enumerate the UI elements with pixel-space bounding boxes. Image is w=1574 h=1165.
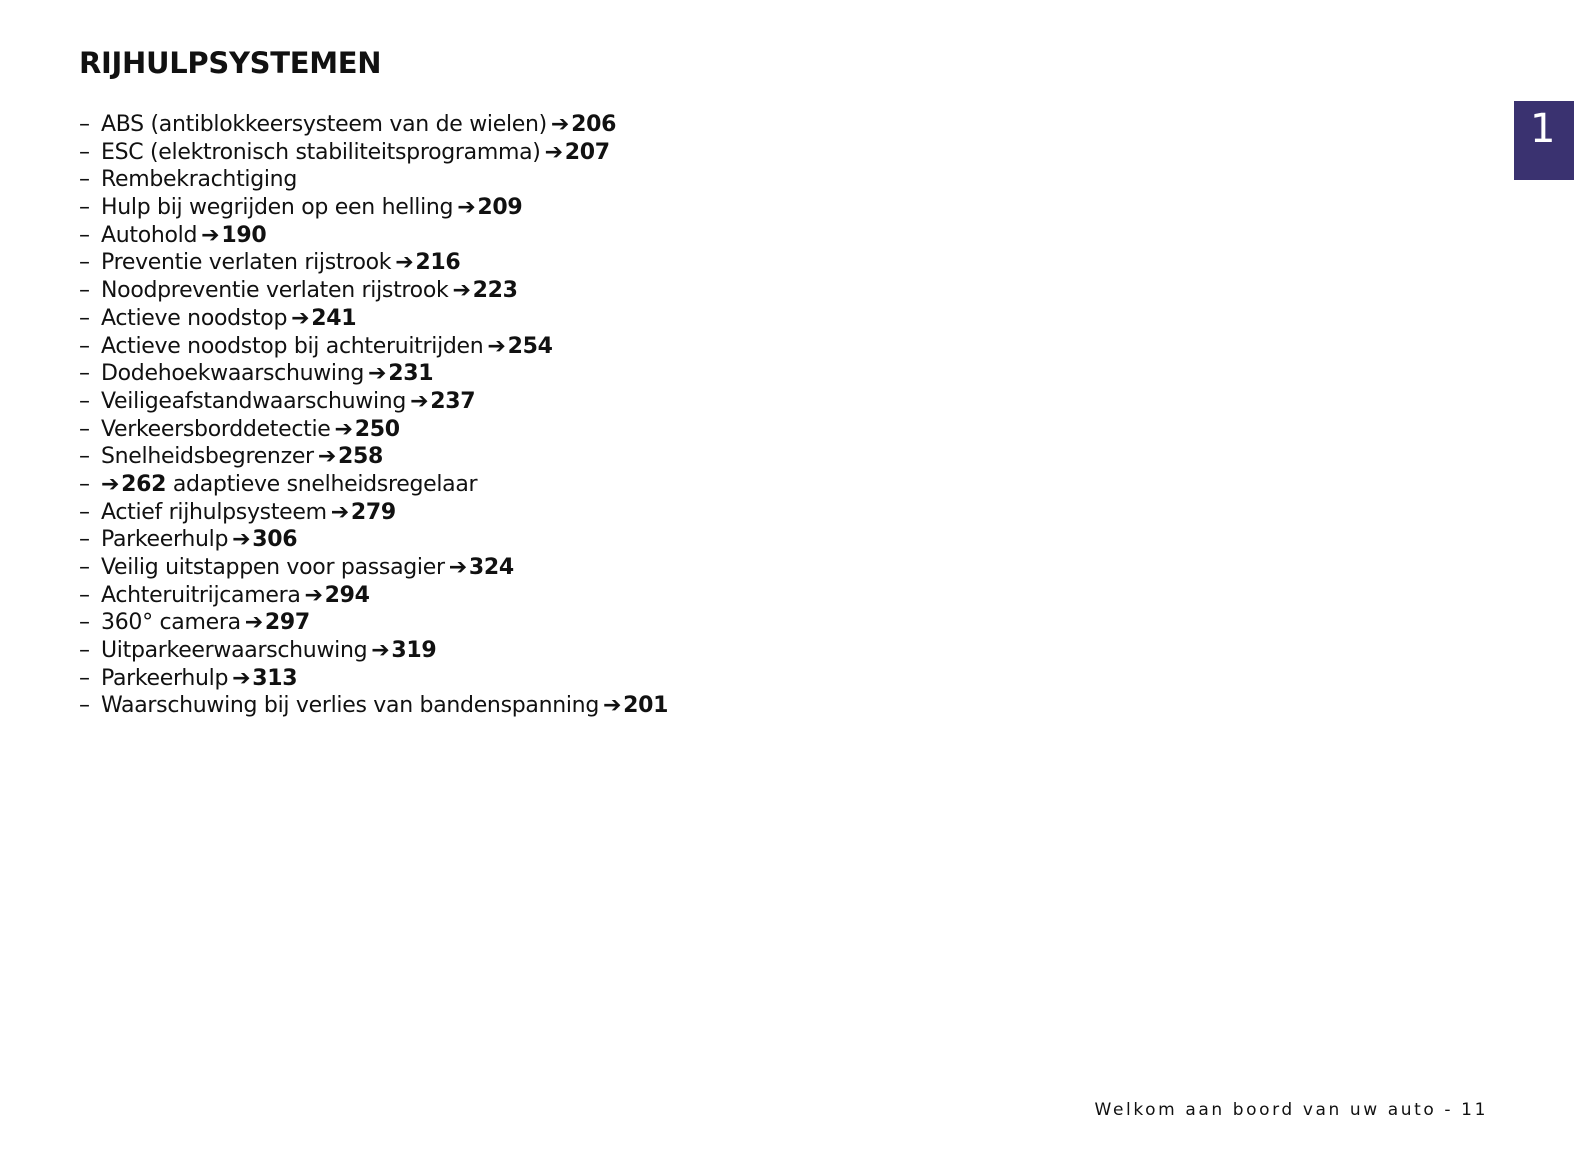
dash: –	[79, 139, 90, 165]
chapter-tab[interactable]: 1	[1514, 101, 1574, 180]
page-reference-link[interactable]: 279	[350, 499, 396, 525]
dash: –	[79, 693, 90, 719]
page-reference-link[interactable]: 206	[571, 112, 617, 137]
list-item	[79, 637, 668, 665]
item-label: Hulp bij wegrijden op een helling	[101, 195, 454, 221]
dash: –	[79, 333, 90, 359]
arrow-right-icon: ➔	[544, 139, 563, 165]
item-label: Snelheidsbegrenzer	[101, 444, 314, 470]
list-item	[79, 139, 668, 167]
item-label: 360° camera	[101, 610, 241, 636]
dash: –	[79, 112, 90, 137]
arrow-right-icon: ➔	[317, 444, 336, 470]
item-label: Waarschuwing bij verlies van bandenspanning	[101, 693, 599, 719]
list-item	[79, 111, 668, 139]
dash: –	[79, 638, 90, 664]
list-item	[79, 249, 668, 277]
list-item	[79, 554, 668, 582]
arrow-right-icon: ➔	[487, 333, 506, 359]
arrow-right-icon: ➔	[603, 693, 622, 719]
list-item	[79, 360, 668, 388]
item-label: ABS (antiblokkeersysteem van de wielen)	[101, 112, 547, 137]
item-label: Veiligeafstandwaarschuwing	[101, 388, 407, 414]
item-label: Parkeerhulp	[101, 527, 229, 553]
item-label: Achteruitrijcamera	[101, 582, 301, 608]
page-reference-link[interactable]: 231	[388, 361, 434, 387]
arrow-right-icon: ➔	[334, 416, 353, 442]
dash: –	[79, 250, 90, 276]
list-item	[79, 305, 668, 333]
list-item	[79, 277, 668, 305]
item-label: Uitparkeerwaarschuwing	[101, 638, 368, 664]
dash: –	[79, 471, 90, 497]
item-label: Preventie verlaten rijstrook	[101, 250, 392, 276]
arrow-right-icon: ➔	[448, 555, 467, 580]
page-reference-link[interactable]: 306	[252, 527, 298, 553]
dash: –	[79, 416, 90, 442]
dash: –	[79, 610, 90, 636]
driver-assist-list	[79, 111, 668, 720]
page-reference-link[interactable]: 207	[564, 139, 610, 165]
item-label: Dodehoekwaarschuwing	[101, 361, 365, 387]
item-label: Rembekrachtiging	[101, 167, 297, 193]
page-reference-link[interactable]: 209	[477, 195, 523, 221]
list-item	[79, 665, 668, 693]
arrow-right-icon: ➔	[371, 638, 390, 664]
page-reference-link[interactable]: 319	[391, 638, 437, 664]
arrow-right-icon: ➔	[232, 665, 251, 691]
list-item	[79, 388, 668, 416]
page-reference-link[interactable]: 258	[337, 444, 383, 470]
arrow-right-icon: ➔	[395, 250, 414, 276]
list-item	[79, 222, 668, 250]
dash: –	[79, 222, 90, 248]
list-item	[79, 443, 668, 471]
list-item	[79, 582, 668, 610]
arrow-right-icon: ➔	[368, 361, 387, 387]
dash: –	[79, 499, 90, 525]
dash: –	[79, 527, 90, 553]
page-reference-link[interactable]: 237	[430, 388, 476, 414]
page-reference-link[interactable]: 254	[507, 333, 553, 359]
item-label: Actief rijhulpsysteem	[101, 499, 327, 525]
list-item	[79, 499, 668, 527]
item-label: Verkeersborddetectie	[101, 416, 331, 442]
item-label: ESC (elektronisch stabiliteitsprogramma)	[101, 139, 541, 165]
page-reference-link[interactable]: 294	[324, 582, 370, 608]
dash: –	[79, 665, 90, 691]
page-reference-link[interactable]: 201	[623, 693, 669, 719]
item-label: Veilig uitstappen voor passagier	[101, 555, 445, 580]
dash: –	[79, 361, 90, 387]
page-reference-link[interactable]: 216	[415, 250, 461, 276]
dash: –	[79, 167, 90, 193]
page-title: RIJHULPSYSTEMEN	[79, 46, 382, 80]
page-reference-link[interactable]: 241	[311, 305, 357, 331]
arrow-right-icon: ➔	[457, 195, 476, 221]
dash: –	[79, 305, 90, 331]
item-label: adaptieve snelheidsregelaar	[172, 471, 478, 497]
list-item	[79, 194, 668, 222]
arrow-right-icon: ➔	[201, 222, 220, 248]
arrow-right-icon: ➔	[410, 388, 429, 414]
item-label: Actieve noodstop	[101, 305, 288, 331]
list-item	[79, 166, 668, 194]
arrow-right-icon: ➔	[304, 582, 323, 608]
list-item	[79, 692, 668, 720]
list-item	[79, 609, 668, 637]
list-item	[79, 333, 668, 361]
page-reference-link[interactable]: 190	[221, 222, 267, 248]
list-item	[79, 471, 668, 499]
page-reference-link[interactable]: 223	[472, 278, 518, 304]
page-reference-link[interactable]: 313	[252, 665, 298, 691]
item-label: Noodpreventie verlaten rijstrook	[101, 278, 449, 304]
arrow-right-icon: ➔	[244, 610, 263, 636]
page-footer: Welkom aan boord van uw auto - 11	[1094, 1100, 1488, 1120]
page-reference-link[interactable]: 250	[354, 416, 400, 442]
arrow-right-icon: ➔	[101, 471, 120, 497]
page-reference-link[interactable]: 262	[121, 471, 167, 497]
dash: –	[79, 195, 90, 221]
arrow-right-icon: ➔	[330, 499, 349, 525]
list-item	[79, 526, 668, 554]
page-reference-link[interactable]: 297	[264, 610, 310, 636]
dash: –	[79, 555, 90, 580]
arrow-right-icon: ➔	[550, 112, 570, 137]
list-item	[79, 416, 668, 444]
dash: –	[79, 582, 90, 608]
dash: –	[79, 388, 90, 414]
item-label: Parkeerhulp	[101, 665, 229, 691]
item-label: Autohold	[101, 222, 198, 248]
dash: –	[79, 444, 90, 470]
arrow-right-icon: ➔	[232, 527, 251, 553]
item-label: Actieve noodstop bij achteruitrijden	[101, 333, 484, 359]
arrow-right-icon: ➔	[452, 278, 471, 304]
arrow-right-icon: ➔	[291, 305, 310, 331]
dash: –	[79, 278, 90, 304]
page-reference-link[interactable]: 324	[468, 555, 514, 580]
